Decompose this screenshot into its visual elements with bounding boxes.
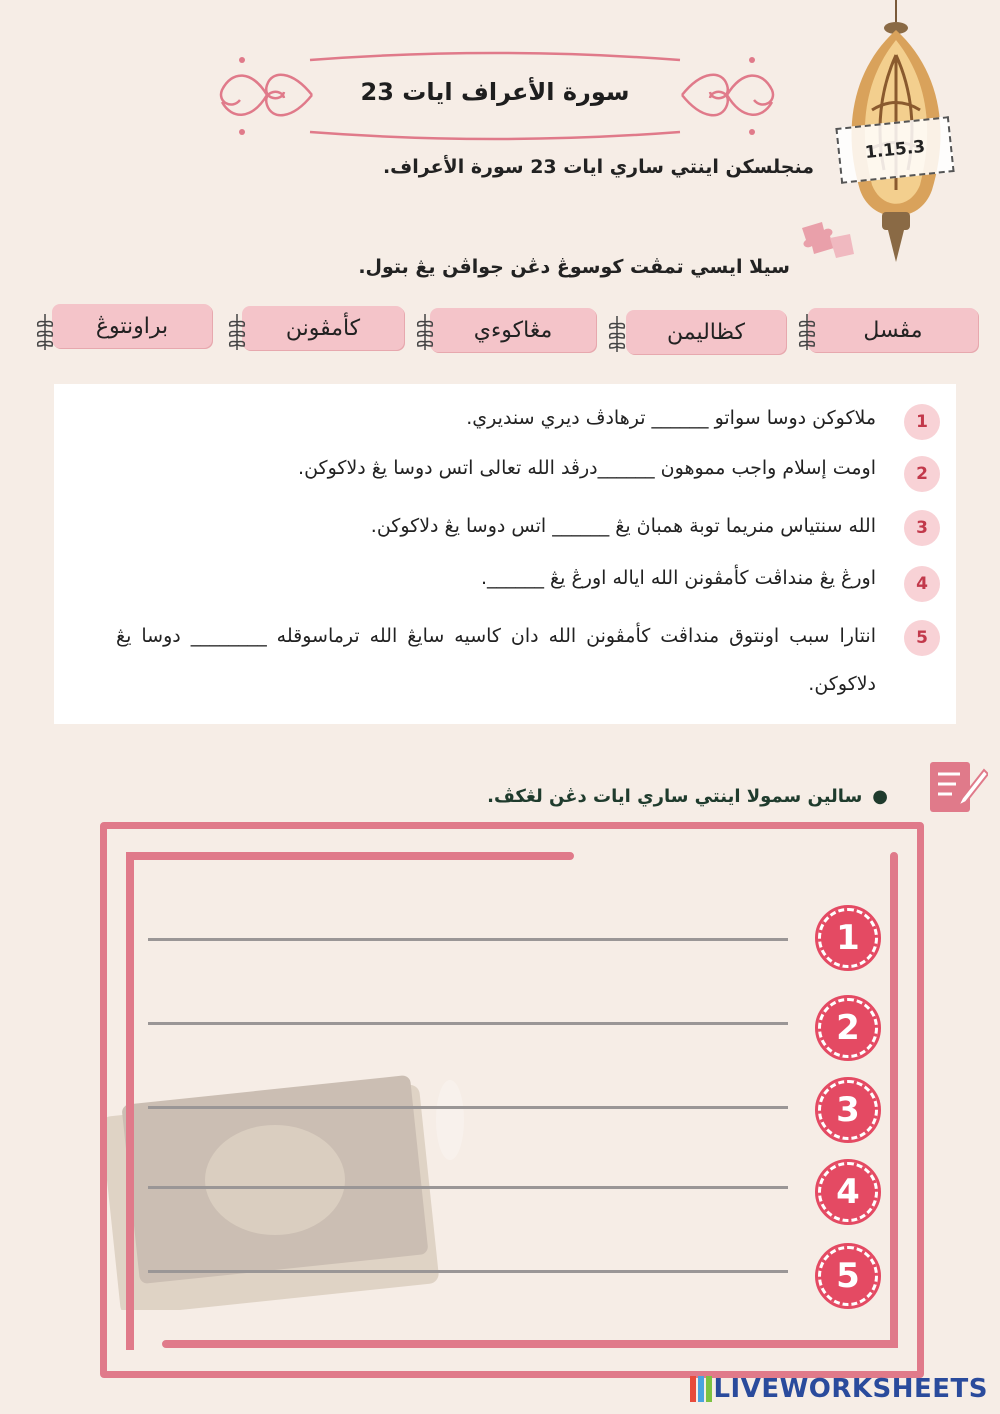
question-text[interactable]: اومت إسلام واجب مموهون ______درڤد الله تعالى اتس دوسا يڠ دلاكوكن. — [298, 457, 876, 479]
word-option[interactable]: مڠاكوءي — [430, 308, 596, 352]
question-number: 2 — [904, 456, 940, 492]
answer-line[interactable] — [148, 1270, 788, 1273]
question-number: 3 — [904, 510, 940, 546]
answer-number-circle: 3 — [818, 1080, 878, 1140]
answer-number-circle: 5 — [818, 1246, 878, 1306]
leaf-icon — [34, 312, 56, 352]
question-number: 4 — [904, 566, 940, 602]
note-pencil-icon — [928, 756, 988, 816]
leaf-icon — [796, 312, 818, 352]
word-option[interactable]: كأمڤونن — [242, 306, 404, 350]
question-text[interactable]: الله سنتياس منريما توبة همباڽ يڠ ______ اتس دوسا يڠ دلاكوكن. — [370, 515, 876, 537]
answer-line[interactable] — [148, 1106, 788, 1109]
intro-text: منجلسكن اينتي ساري ايات 23 سورة الأعراف. — [382, 156, 814, 178]
puzzle-icon — [796, 208, 858, 270]
bullet-dot: ● — [872, 786, 888, 807]
word-option[interactable]: براونتوڠ — [52, 304, 212, 348]
question-text[interactable]: انتارا سبب اونتوق منداڤت كأمڤونن الله دان كاسيه سايڠ الله ترماسوقله ________ دوسا يڠ دلاكوكن. — [116, 625, 876, 695]
instruction-text: سيلا ايسي تمڤت كوسوڠ دڠن جواڤن يڠ بتول. — [358, 256, 790, 278]
answer-line[interactable] — [148, 1022, 788, 1025]
word-option[interactable]: مڤسل — [808, 308, 978, 352]
lesson-code-badge: 1.15.3 — [835, 116, 954, 184]
answer-line[interactable] — [148, 938, 788, 941]
word-option[interactable]: كظاليمن — [626, 310, 786, 354]
page-title: سورة الأعراف ايات 23 — [360, 78, 630, 106]
leaf-icon — [606, 314, 628, 354]
answer-number-circle: 2 — [818, 998, 878, 1058]
question-text[interactable]: ملاكوكن دوسا سواتو ______ ترهادڤ ديري سنديري. — [466, 407, 876, 429]
question-text[interactable]: اورڠ يڠ منداڤت كأمڤونن الله اياله اورڠ يڠ ______. — [480, 567, 876, 589]
leaf-icon — [414, 312, 436, 352]
answer-number-circle: 1 — [818, 908, 878, 968]
question-number: 5 — [904, 620, 940, 656]
liveworksheets-logo[interactable]: LIVEWORKSHEETS — [713, 1374, 988, 1404]
liveworksheets-logo-icon — [690, 1376, 712, 1402]
answer-inner-frame — [126, 850, 898, 1350]
leaf-icon — [226, 312, 248, 352]
writing-task-label: سالين سمولا اينتي ساري ايات دڠن لڠكڤ. — [487, 786, 863, 807]
answer-number-circle: 4 — [818, 1162, 878, 1222]
question-number: 1 — [904, 404, 940, 440]
answer-line[interactable] — [148, 1186, 788, 1189]
writing-task-text — [487, 786, 888, 807]
